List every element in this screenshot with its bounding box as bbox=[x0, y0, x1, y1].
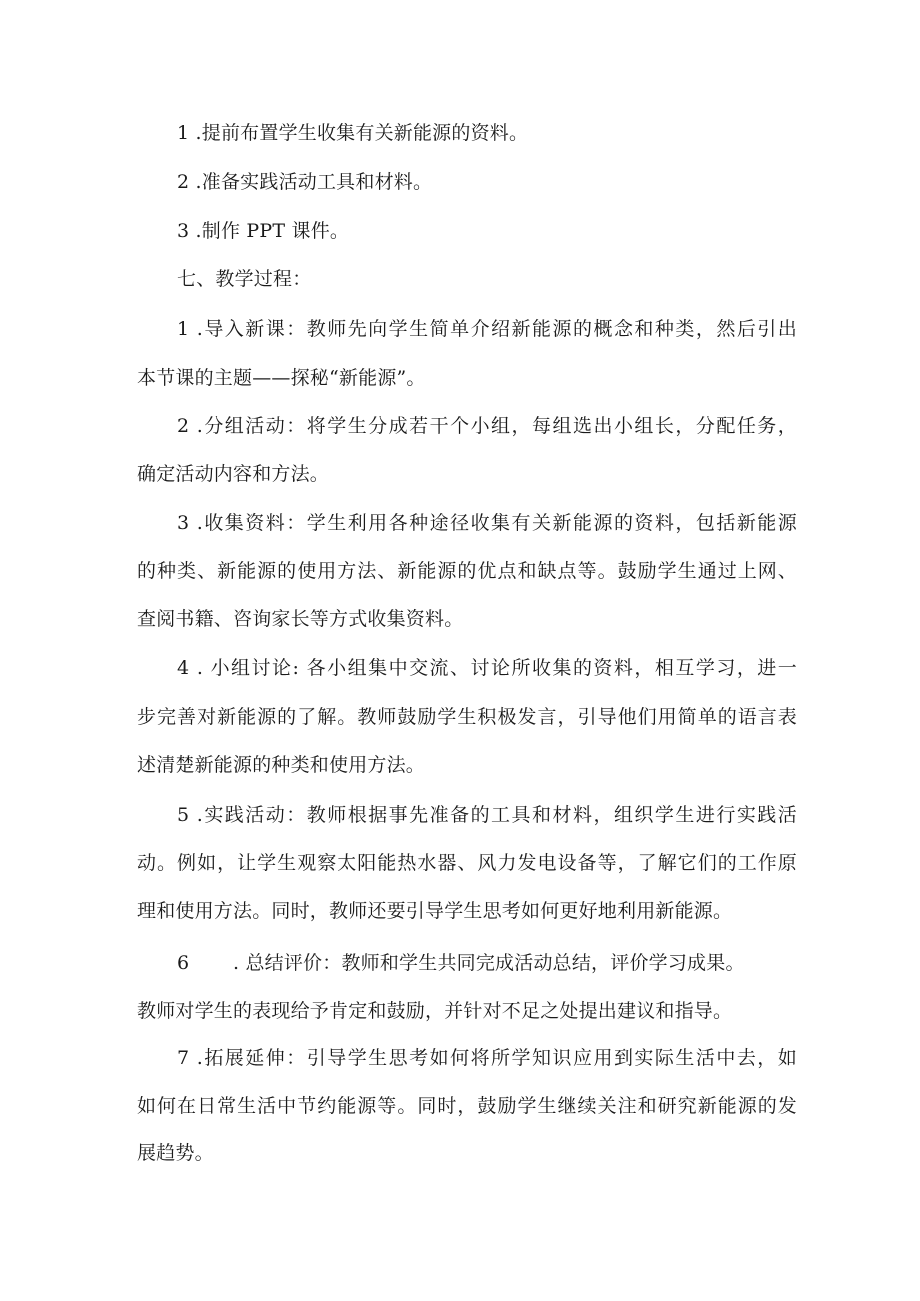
step-4-line-1: 4 . 小组讨论: 各小组集中交流、讨论所收集的资料，相互学习，进一 bbox=[177, 657, 797, 679]
step-3-line-2: 的种类、新能源的使用方法、新能源的优点和缺点等。鼓励学生通过上网、 bbox=[137, 560, 797, 582]
step-7-line-2: 如何在日常生活中节约能源等。同时，鼓励学生继续关注和研究新能源的发 bbox=[137, 1095, 797, 1117]
step-7-line-1: 7 .拓展延伸：引导学生思考如何将所学知识应用到实际生活中去，如 bbox=[177, 1047, 797, 1069]
prep-item-1: 1 .提前布置学生收集有关新能源的资料。 bbox=[177, 122, 529, 144]
step-1-line-1: 1 .导入新课：教师先向学生简单介绍新能源的概念和种类，然后引出 bbox=[177, 318, 797, 340]
step-7-line-3: 展趋势。 bbox=[137, 1142, 214, 1164]
step-6-line-1: 6 . 总结评价：教师和学生共同完成活动总结，评价学习成果。 bbox=[177, 952, 745, 974]
prep-item-3: 3 .制作 PPT 课件。 bbox=[177, 220, 350, 242]
step-5-line-1: 5 .实践活动：教师根据事先准备的工具和材料，组织学生进行实践活 bbox=[177, 804, 797, 826]
step-2-line-2: 确定活动内容和方法。 bbox=[137, 463, 330, 485]
step-3-line-3: 查阅书籍、咨询家长等方式收集资料。 bbox=[137, 608, 464, 630]
step-2-line-1: 2 .分组活动：将学生分成若干个小组，每组选出小组长，分配任务， bbox=[177, 415, 797, 437]
step-6-line-2: 教师对学生的表现给予肯定和鼓励，并针对不足之处提出建议和指导。 bbox=[137, 1000, 733, 1022]
section-heading: 七、教学过程： bbox=[177, 268, 312, 290]
step-4-line-2: 步完善对新能源的了解。教师鼓励学生积极发言，引导他们用简单的语言表 bbox=[137, 706, 797, 728]
step-1-line-2: 本节课的主题——探秘“新能源”。 bbox=[137, 367, 426, 389]
step-5-line-3: 理和使用方法。同时，教师还要引导学生思考如何更好地利用新能源。 bbox=[137, 900, 733, 922]
step-3-line-1: 3 .收集资料：学生利用各种途径收集有关新能源的资料，包括新能源 bbox=[177, 512, 797, 534]
step-5-line-2: 动。例如，让学生观察太阳能热水器、风力发电设备等，了解它们的工作原 bbox=[137, 852, 797, 874]
step-4-line-3: 述清楚新能源的种类和使用方法。 bbox=[137, 754, 426, 776]
prep-item-2: 2 .准备实践活动工具和材料。 bbox=[177, 171, 433, 193]
